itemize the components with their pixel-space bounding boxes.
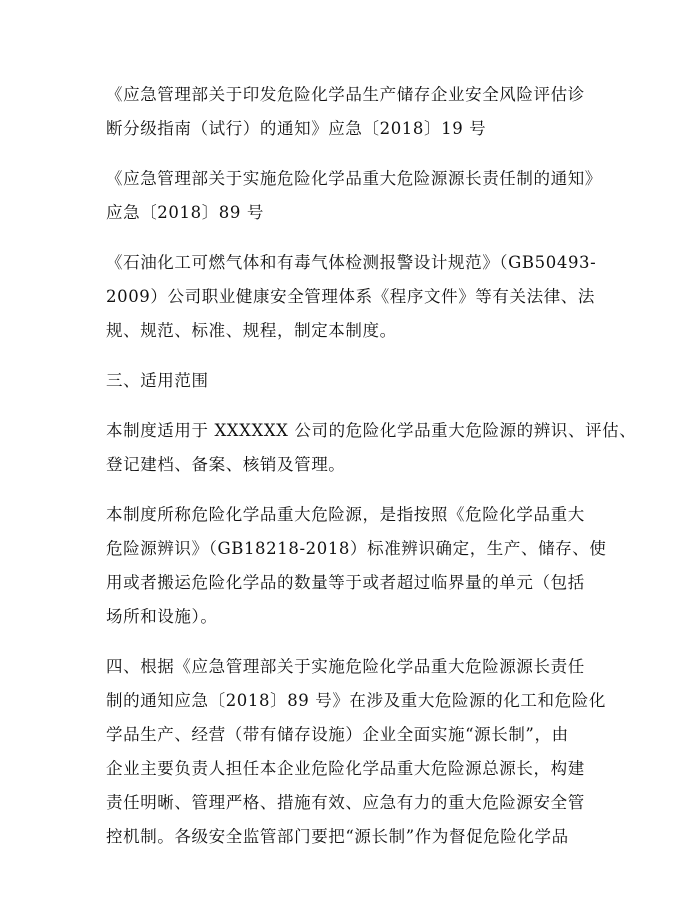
text-line: 2009）公司职业健康安全管理体系《程序文件》等有关法律、法 [106, 287, 595, 306]
text-line: 本制度所称危险化学品重大危险源，是指按照《危险化学品重大 [106, 505, 585, 524]
text-line: 本制度适用于 XXXXXX 公司的危险化学品重大危险源的辨识、评估、 [106, 421, 637, 440]
text-line: 责任明晰、管理严格、措施有效、应急有力的重大危险源安全管 [106, 793, 585, 812]
text-line: 场所和设施）。 [106, 607, 218, 626]
text-line: 控机制。各级安全监管部门要把“源长制”作为督促危险化学品 [106, 827, 569, 846]
text-line: 《应急管理部关于印发危险化学品生产储存企业安全风险评估诊 [106, 85, 585, 104]
text-line: 学品生产、经营（带有储存设施）企业全面实施“源长制”，由 [106, 725, 569, 744]
heading-line: 三、适用范围 [106, 371, 209, 390]
paragraph-section-four [106, 650, 626, 854]
text-line: 断分级指南（试行）的通知》应急〔2018〕19 号 [106, 119, 487, 138]
text-line: 用或者搬运危险化学品的数量等于或者超过临界量的单元（包括 [106, 573, 585, 592]
document-body [106, 78, 637, 870]
text-line: 《石油化工可燃气体和有毒气体检测报警设计规范》（GB50493- [106, 253, 597, 272]
text-line: 危险源辨识》（GB18218-2018）标准辨识确定，生产、储存、使 [106, 539, 607, 558]
text-line: 规、规范、标准、规程，制定本制度。 [106, 321, 397, 340]
text-line: 应急〔2018〕89 号 [106, 203, 264, 222]
text-line: 企业主要负责人担任本企业危险化学品重大危险源总源长，构建 [106, 759, 585, 778]
text-line: 《应急管理部关于实施危险化学品重大危险源源长责任制的通知》 [106, 169, 602, 188]
paragraph-scope-definition [106, 498, 626, 634]
paragraph-notice-source-chief [106, 162, 626, 230]
paragraph-gas-detection-spec [106, 246, 626, 348]
paragraph-scope-applicability [106, 414, 637, 482]
section-heading-scope [106, 364, 626, 398]
paragraph-notice-risk-assessment [106, 78, 626, 146]
text-line: 四、根据《应急管理部关于实施危险化学品重大危险源源长责任 [106, 657, 585, 676]
text-line: 登记建档、备案、核销及管理。 [106, 455, 346, 474]
text-line: 制的通知应急〔2018〕89 号》在涉及重大危险源的化工和危险化 [106, 691, 606, 710]
